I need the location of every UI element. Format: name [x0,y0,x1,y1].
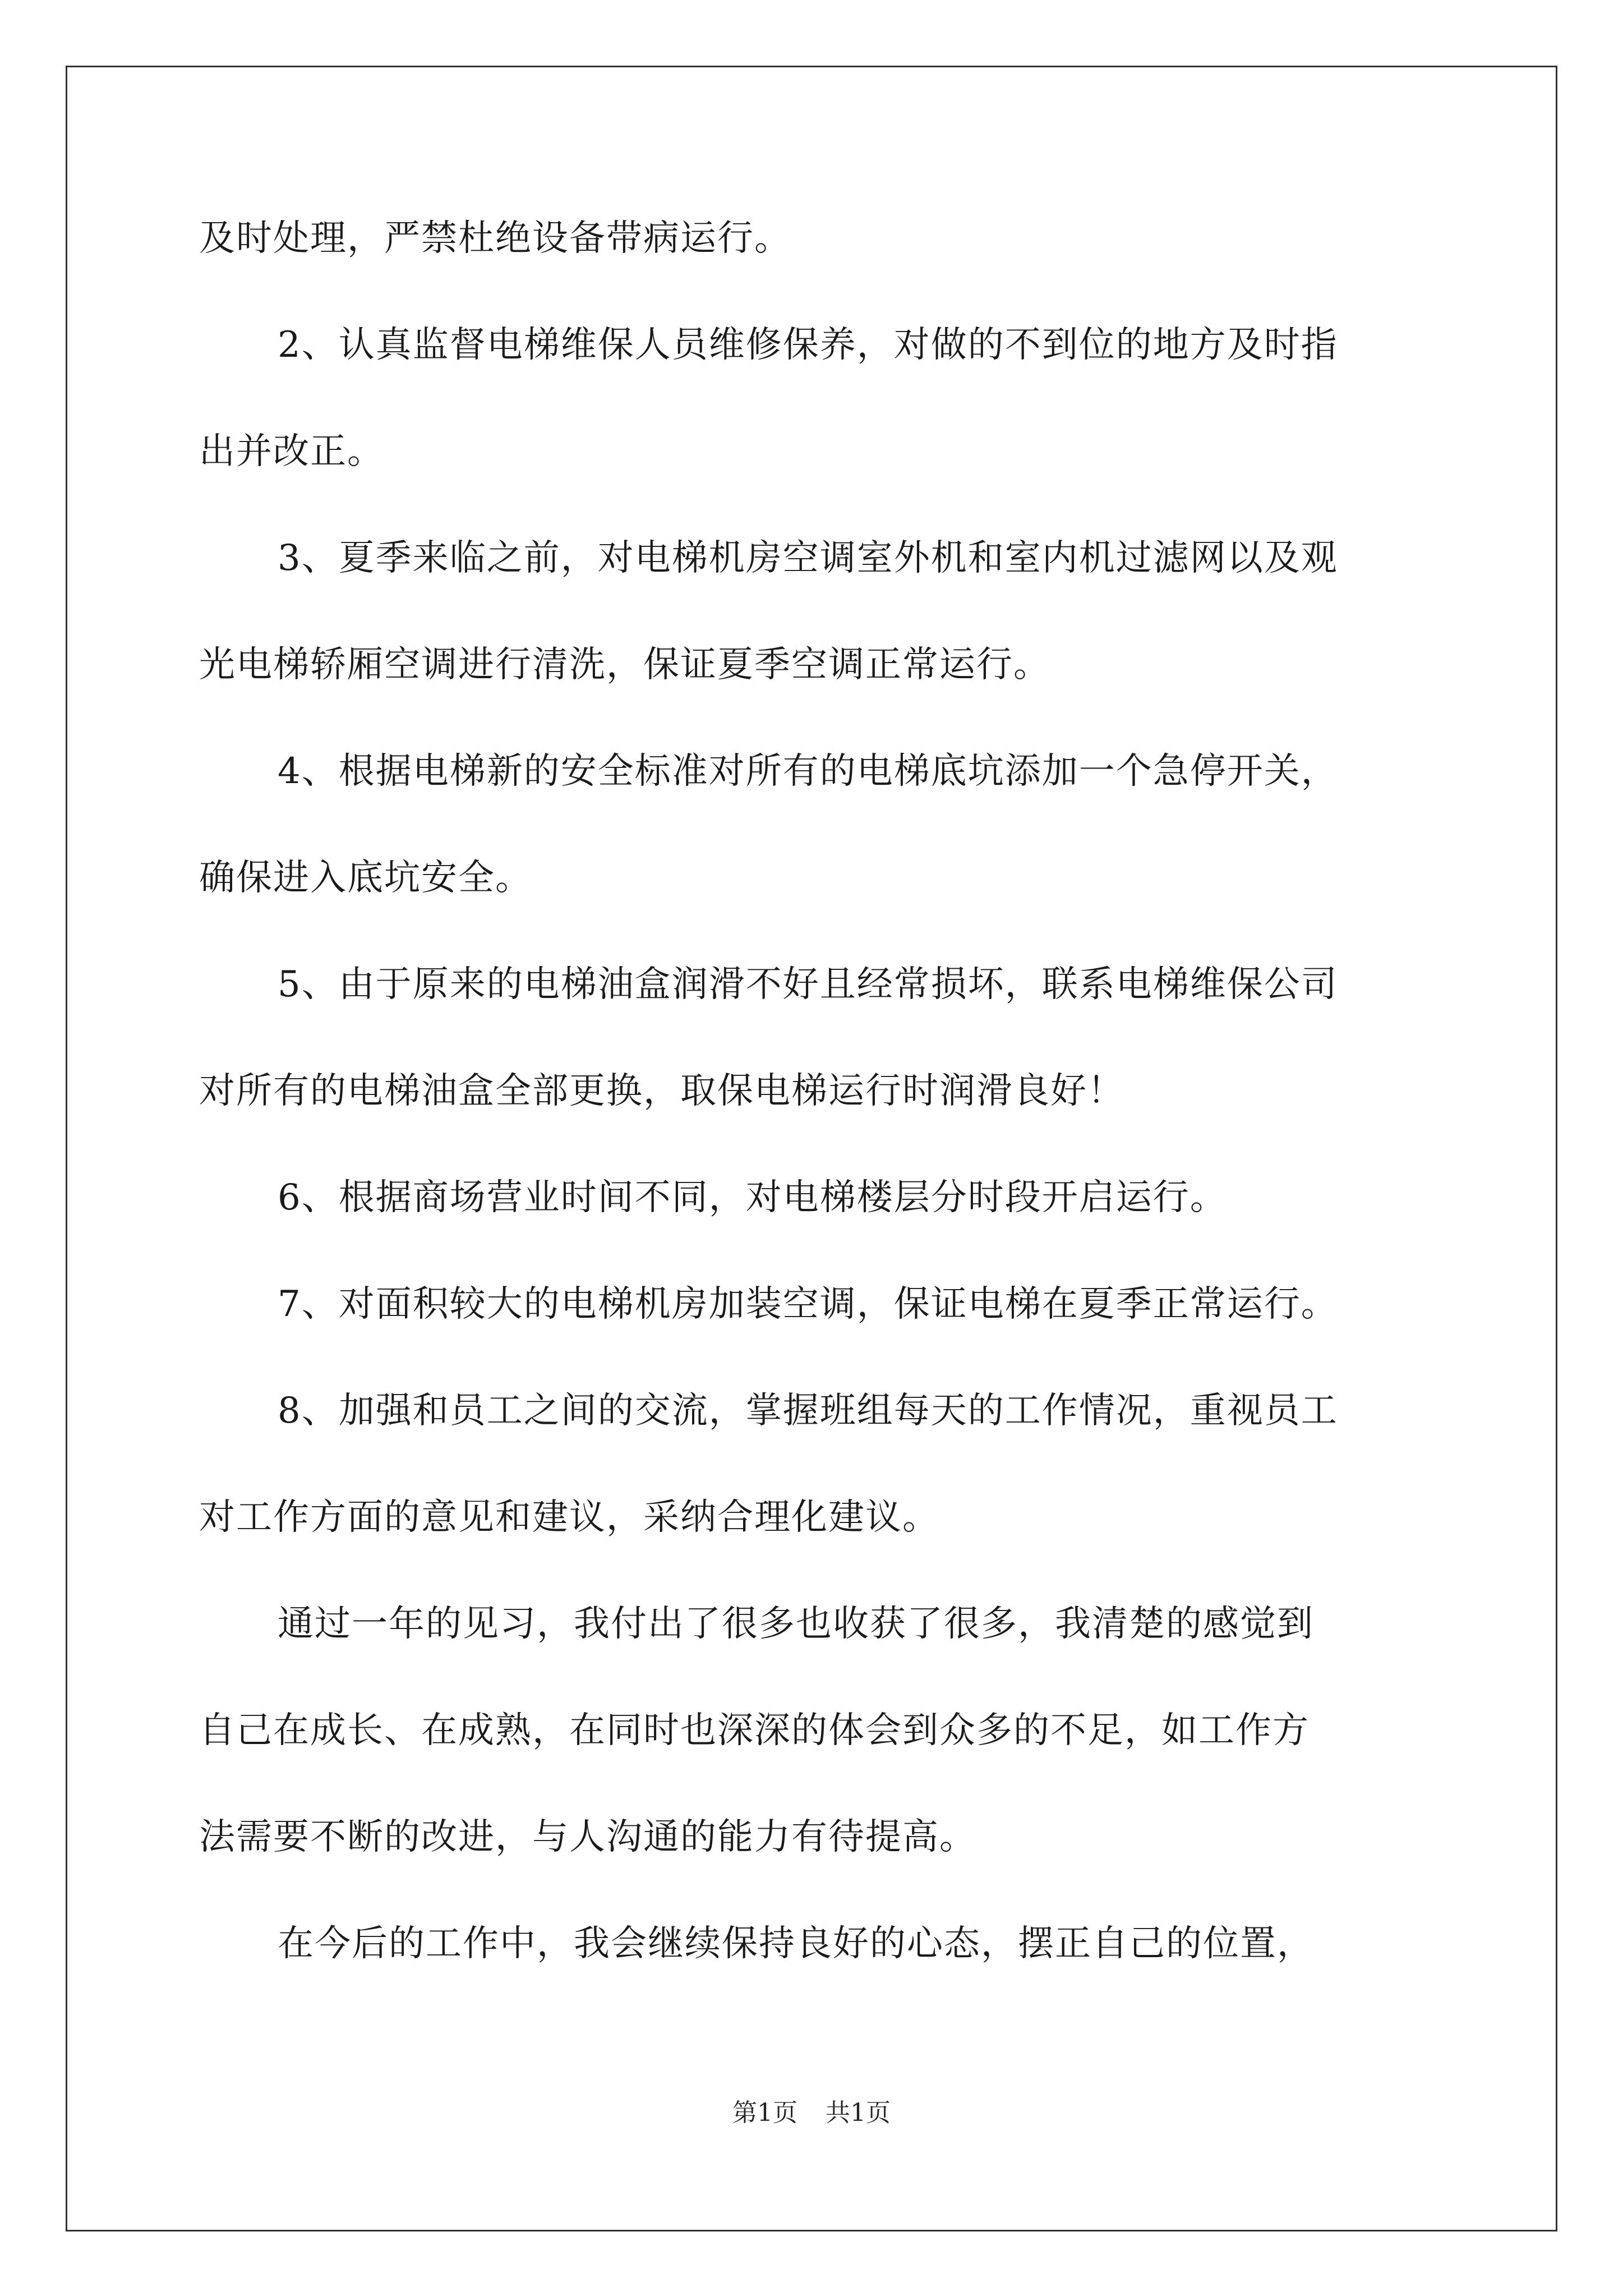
paragraph-line: 对所有的电梯油盒全部更换，取保电梯运行时润滑良好！ [199,1070,1124,1112]
paragraph-line: 8、加强和员工之间的交流，掌握班组每天的工作情况，重视员工 [278,1390,1338,1432]
page-number: 第1页 [732,2099,797,2127]
total-pages: 共1页 [826,2099,891,2127]
paragraph-line: 7、对面积较大的电梯机房加装空调，保证电梯在夏季正常运行。 [278,1283,1338,1325]
document-body [199,185,1433,1997]
paragraph-line: 出并改正。 [199,431,384,472]
paragraph-line: 6、根据商场营业时间不同，对电梯楼层分时段开启运行。 [278,1177,1227,1218]
paragraph-line: 及时处理，严禁杜绝设备带病运行。 [199,218,791,259]
paragraph-line: 在今后的工作中，我会继续保持良好的心态，摆正自己的位置， [278,1923,1314,1964]
paragraph-line: 法需要不断的改进，与人沟通的能力有待提高。 [199,1816,976,1858]
paragraph-line: 3、夏季来临之前，对电梯机房空调室外机和室内机过滤网以及观 [278,537,1338,579]
paragraph-line: 5、由于原来的电梯油盒润滑不好且经常损坏，联系电梯维保公司 [278,964,1338,1005]
paragraph-line: 2、认真监督电梯维保人员维修保养，对做的不到位的地方及时指 [278,324,1338,366]
page-footer [0,2092,1623,2128]
paragraph-line: 对工作方面的意见和建议，采纳合理化建议。 [199,1497,939,1538]
paragraph-line: 光电梯轿厢空调进行清洗，保证夏季空调正常运行。 [199,644,1050,685]
paragraph-line: 4、根据电梯新的安全标准对所有的电梯底坑添加一个急停开关， [278,751,1338,792]
paragraph-line: 自己在成长、在成熟，在同时也深深的体会到众多的不足，如工作方 [199,1710,1310,1751]
paragraph-line: 通过一年的见习，我付出了很多也收获了很多，我清楚的感觉到 [278,1603,1314,1645]
paragraph-line: 确保进入底坑安全。 [199,857,532,899]
